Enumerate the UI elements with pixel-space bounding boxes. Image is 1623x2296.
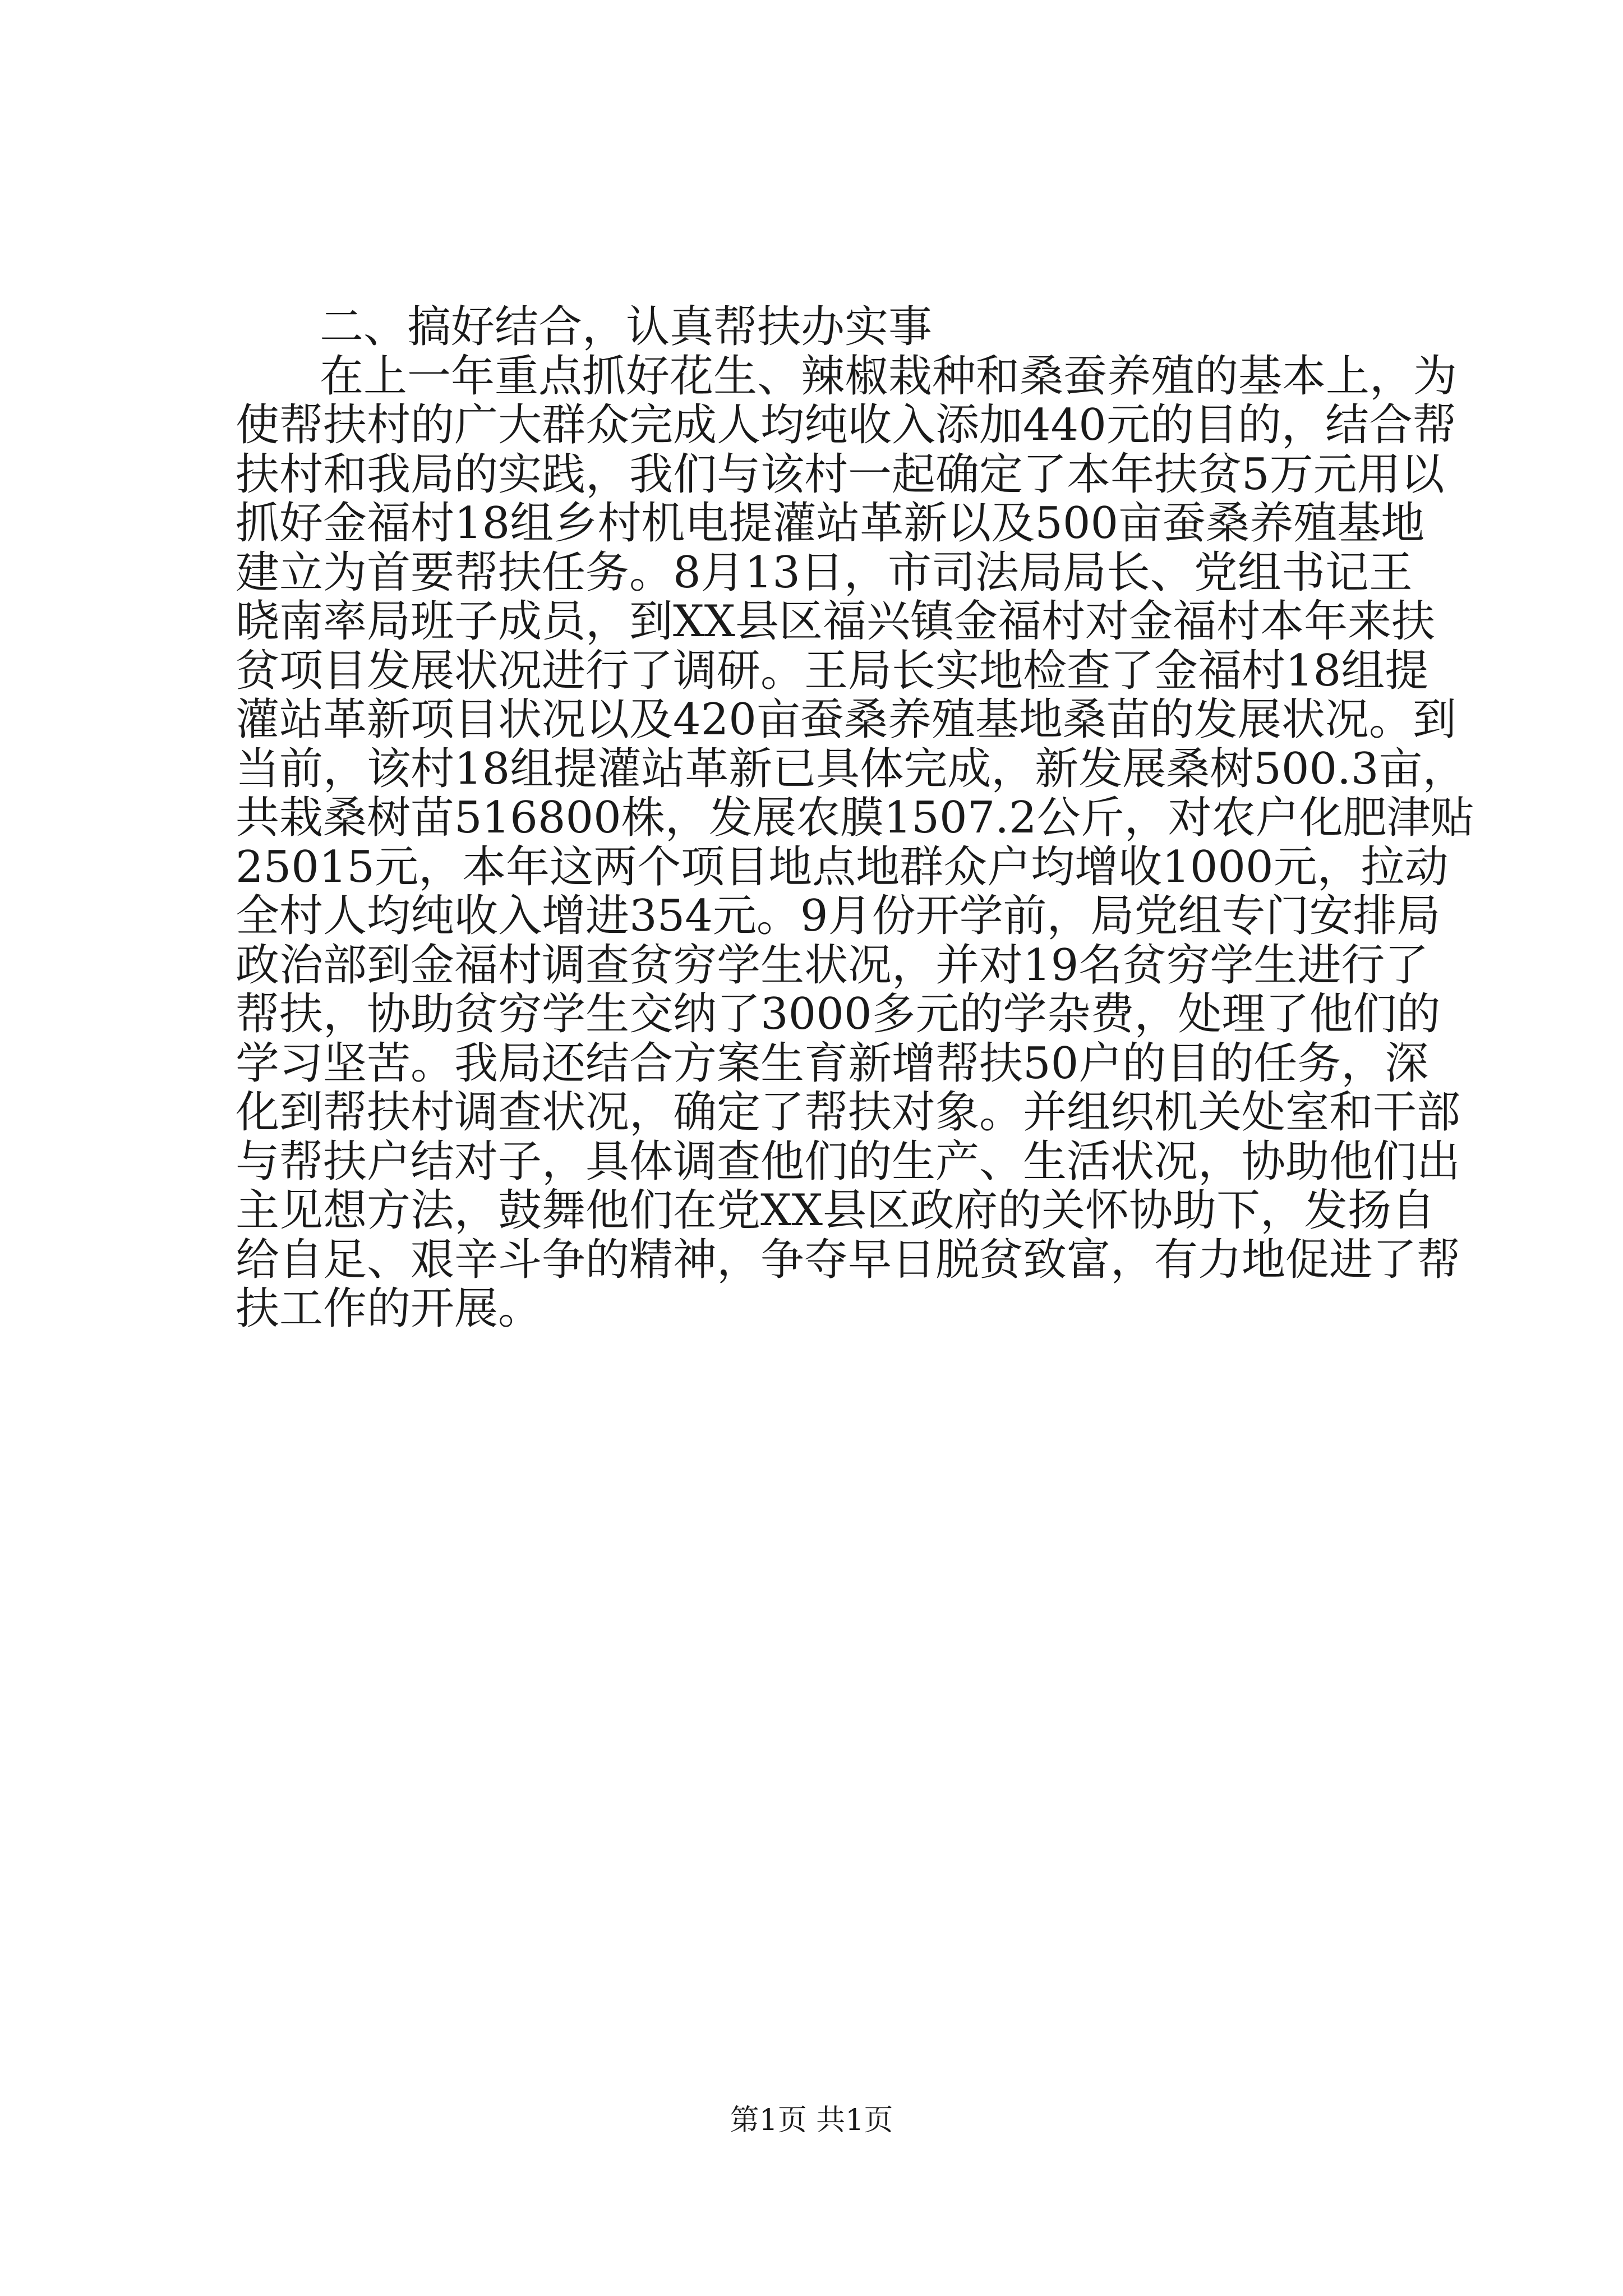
paragraph-line: 使帮扶村的广大群众完成人均纯收入添加440元的目的，结合帮 [236,400,1456,450]
section-heading: 二、搞好结合，认真帮扶办实事 [320,302,933,352]
paragraph-line: 共栽桑树苗516800株，发展农膜1507.2公斤，对农户化肥津贴 [236,793,1474,843]
paragraph-line: 25015元，本年这两个项目地点地群众户均增收1000元，拉动 [236,841,1449,892]
paragraph-line: 全村人均纯收入增进354元。9月份开学前，局党组专门安排局 [236,891,1441,941]
paragraph-line: 主见想方法，鼓舞他们在党XX县区政府的关怀协助下，发扬自 [236,1185,1436,1236]
paragraph-line: 在上一年重点抓好花生、辣椒栽种和桑蚕养殖的基本上，为 [320,351,1458,402]
paragraph-line: 化到帮扶村调查状况，确定了帮扶对象。并组织机关处室和干部 [236,1087,1461,1138]
paragraph-line: 给自足、艰辛斗争的精神，争夺早日脱贫致富，有力地促进了帮 [236,1234,1461,1285]
paragraph-line: 当前，该村18组提灌站革新已具体完成，新发展桑树500.3亩， [236,743,1467,794]
page-footer: 第1页 共1页 [730,2104,893,2137]
paragraph-line: 扶村和我局的实践，我们与该村一起确定了本年扶贫5万元用以 [236,449,1445,500]
document-body [236,302,1474,1334]
paragraph-line: 政治部到金福村调查贫穷学生状况，并对19名贫穷学生进行了 [236,940,1429,991]
paragraph-line: 贫项目发展状况进行了调研。王局长实地检查了金福村18组提 [236,645,1429,696]
paragraph-line: 与帮扶户结对子，具体调查他们的生产、生活状况，协助他们出 [236,1136,1461,1187]
paragraph-line: 建立为首要帮扶任务。8月13日，市司法局局长、党组书记王 [236,547,1413,598]
paragraph-line: 帮扶，协助贫穷学生交纳了3000多元的学杂费，处理了他们的 [236,989,1441,1039]
paragraph-line: 晓南率局班子成员，到XX县区福兴镇金福村对金福村本年来扶 [236,596,1436,647]
paragraph-line: 抓好金福村18组乡村机电提灌站革新以及500亩蚕桑养殖基地 [236,498,1425,549]
paragraph-line: 学习坚苦。我局还结合方案生育新增帮扶50户的目的任务，深 [236,1038,1429,1089]
paragraph-line: 灌站革新项目状况以及420亩蚕桑养殖基地桑苗的发展状况。到 [236,694,1456,745]
paragraph-line: 扶工作的开展。 [236,1283,542,1334]
